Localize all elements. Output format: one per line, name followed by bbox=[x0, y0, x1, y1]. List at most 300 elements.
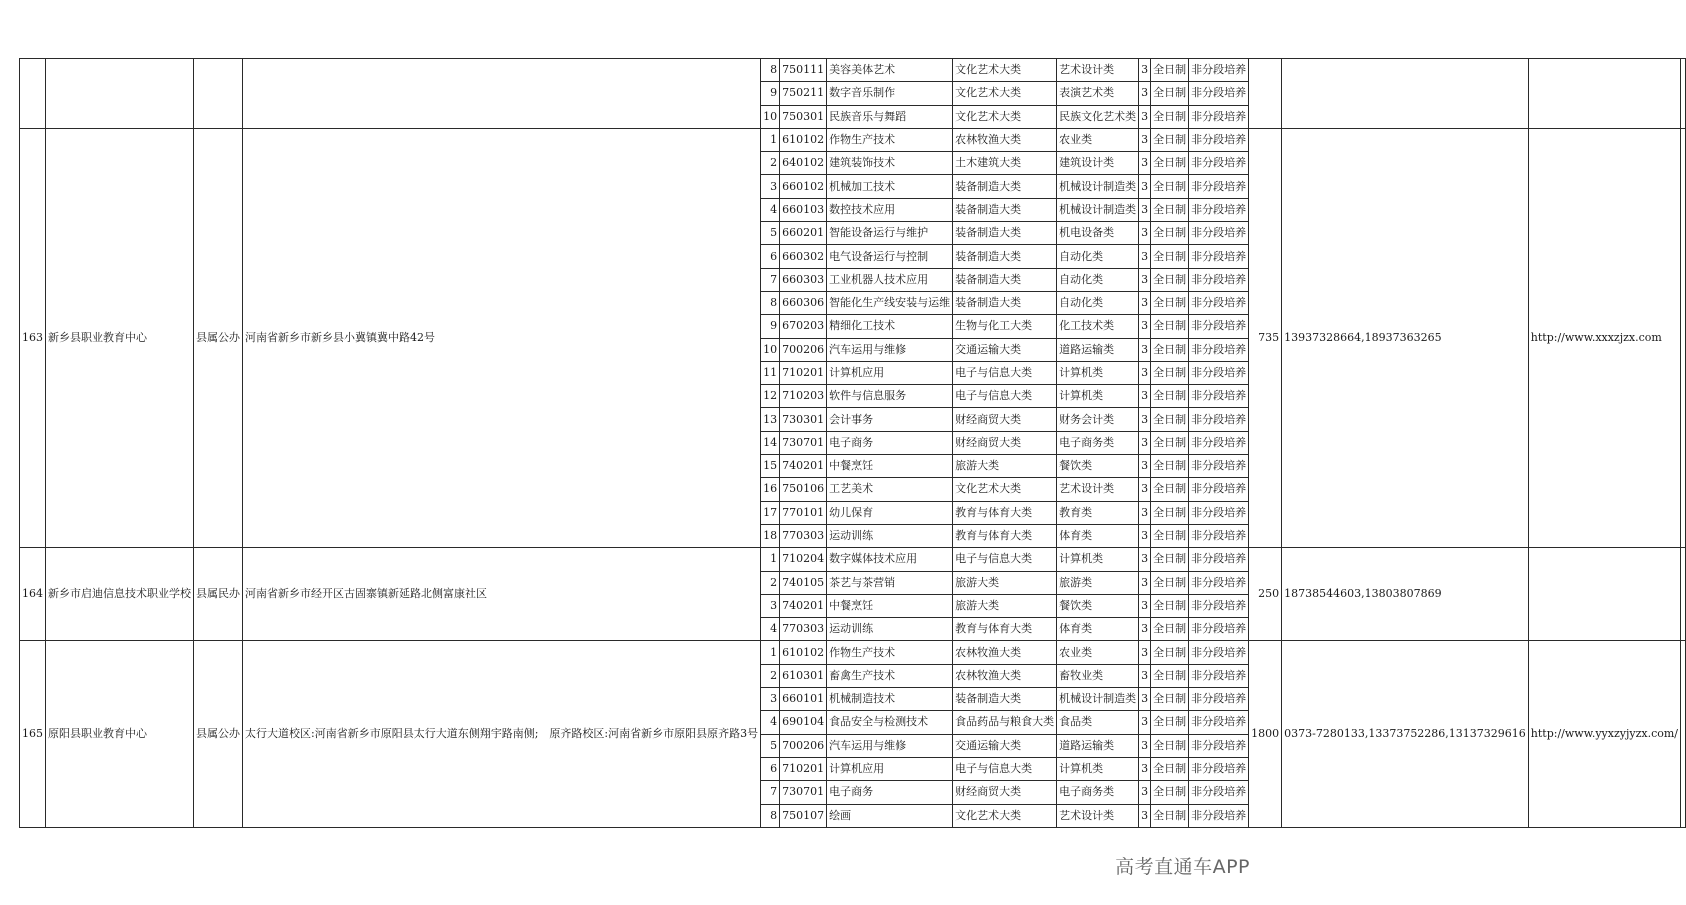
remarks-cell bbox=[1681, 548, 1686, 641]
school-type: 县属公办 bbox=[194, 641, 243, 827]
major-category-big: 文化艺术大类 bbox=[953, 105, 1057, 128]
major-name: 建筑装饰技术 bbox=[827, 152, 953, 175]
major-name: 机械加工技术 bbox=[827, 175, 953, 198]
major-seq: 16 bbox=[761, 478, 780, 501]
major-category: 计算机类 bbox=[1057, 385, 1139, 408]
major-name: 软件与信息服务 bbox=[827, 385, 953, 408]
study-mode: 全日制 bbox=[1151, 664, 1189, 687]
training-mode: 非分段培养 bbox=[1189, 315, 1249, 338]
major-category: 机电设备类 bbox=[1057, 222, 1139, 245]
study-mode: 全日制 bbox=[1151, 245, 1189, 268]
major-category: 自动化类 bbox=[1057, 268, 1139, 291]
study-mode: 全日制 bbox=[1151, 82, 1189, 105]
major-seq: 1 bbox=[761, 641, 780, 664]
study-mode: 全日制 bbox=[1151, 478, 1189, 501]
training-mode: 非分段培养 bbox=[1189, 105, 1249, 128]
major-code: 660102 bbox=[780, 175, 827, 198]
training-mode: 非分段培养 bbox=[1189, 408, 1249, 431]
major-code: 730701 bbox=[780, 431, 827, 454]
training-mode: 非分段培养 bbox=[1189, 757, 1249, 780]
major-category-big: 电子与信息大类 bbox=[953, 385, 1057, 408]
training-mode: 非分段培养 bbox=[1189, 361, 1249, 384]
study-years: 3 bbox=[1139, 408, 1151, 431]
enrollment-plan: 250 bbox=[1249, 548, 1282, 641]
major-category: 道路运输类 bbox=[1057, 734, 1139, 757]
study-years: 3 bbox=[1139, 59, 1151, 82]
training-mode: 非分段培养 bbox=[1189, 59, 1249, 82]
table-row bbox=[20, 59, 1686, 82]
major-category-big: 农林牧渔大类 bbox=[953, 128, 1057, 151]
major-name: 智能设备运行与维护 bbox=[827, 222, 953, 245]
major-code: 640102 bbox=[780, 152, 827, 175]
major-seq: 11 bbox=[761, 361, 780, 384]
major-category-big: 交通运输大类 bbox=[953, 734, 1057, 757]
major-seq: 2 bbox=[761, 664, 780, 687]
major-category: 餐饮类 bbox=[1057, 455, 1139, 478]
major-code: 770303 bbox=[780, 524, 827, 547]
study-years: 3 bbox=[1139, 571, 1151, 594]
remarks-cell bbox=[1681, 641, 1686, 827]
major-seq: 1 bbox=[761, 548, 780, 571]
major-name: 运动训练 bbox=[827, 618, 953, 641]
training-mode: 非分段培养 bbox=[1189, 688, 1249, 711]
study-years: 3 bbox=[1139, 478, 1151, 501]
major-seq: 10 bbox=[761, 338, 780, 361]
study-mode: 全日制 bbox=[1151, 641, 1189, 664]
major-code: 750211 bbox=[780, 82, 827, 105]
major-seq: 9 bbox=[761, 315, 780, 338]
table-row bbox=[20, 548, 1686, 571]
major-category-big: 文化艺术大类 bbox=[953, 82, 1057, 105]
major-name: 畜禽生产技术 bbox=[827, 664, 953, 687]
training-mode: 非分段培养 bbox=[1189, 571, 1249, 594]
study-years: 3 bbox=[1139, 455, 1151, 478]
study-mode: 全日制 bbox=[1151, 361, 1189, 384]
major-category-big: 装备制造大类 bbox=[953, 222, 1057, 245]
major-code: 750111 bbox=[780, 59, 827, 82]
school-type: 县属公办 bbox=[194, 128, 243, 547]
study-years: 3 bbox=[1139, 245, 1151, 268]
study-mode: 全日制 bbox=[1151, 455, 1189, 478]
contact-phone: 13937328664,18937363265 bbox=[1282, 128, 1529, 547]
training-mode: 非分段培养 bbox=[1189, 711, 1249, 734]
major-name: 数字音乐制作 bbox=[827, 82, 953, 105]
major-name: 计算机应用 bbox=[827, 361, 953, 384]
contact-phone bbox=[1282, 59, 1529, 129]
major-seq: 15 bbox=[761, 455, 780, 478]
major-code: 710203 bbox=[780, 385, 827, 408]
enrollment-table bbox=[19, 58, 1686, 828]
major-category-big: 生物与化工大类 bbox=[953, 315, 1057, 338]
study-mode: 全日制 bbox=[1151, 757, 1189, 780]
major-category: 道路运输类 bbox=[1057, 338, 1139, 361]
major-seq: 2 bbox=[761, 571, 780, 594]
major-code: 710204 bbox=[780, 548, 827, 571]
major-name: 会计事务 bbox=[827, 408, 953, 431]
major-category-big: 土木建筑大类 bbox=[953, 152, 1057, 175]
study-years: 3 bbox=[1139, 152, 1151, 175]
study-years: 3 bbox=[1139, 711, 1151, 734]
training-mode: 非分段培养 bbox=[1189, 431, 1249, 454]
major-seq: 12 bbox=[761, 385, 780, 408]
training-mode: 非分段培养 bbox=[1189, 501, 1249, 524]
major-name: 智能化生产线安装与运维 bbox=[827, 291, 953, 314]
study-years: 3 bbox=[1139, 431, 1151, 454]
school-address: 河南省新乡市新乡县小冀镇冀中路42号 bbox=[243, 128, 761, 547]
major-name: 幼儿保育 bbox=[827, 501, 953, 524]
study-mode: 全日制 bbox=[1151, 408, 1189, 431]
school-name: 新乡市启迪信息技术职业学校 bbox=[46, 548, 194, 641]
major-category: 餐饮类 bbox=[1057, 594, 1139, 617]
major-name: 绘画 bbox=[827, 804, 953, 827]
major-name: 工艺美术 bbox=[827, 478, 953, 501]
major-seq: 14 bbox=[761, 431, 780, 454]
major-name: 电子商务 bbox=[827, 431, 953, 454]
major-category-big: 教育与体育大类 bbox=[953, 618, 1057, 641]
school-address bbox=[243, 59, 761, 129]
study-mode: 全日制 bbox=[1151, 711, 1189, 734]
major-category: 民族文化艺术类 bbox=[1057, 105, 1139, 128]
major-code: 770303 bbox=[780, 618, 827, 641]
study-mode: 全日制 bbox=[1151, 315, 1189, 338]
study-years: 3 bbox=[1139, 618, 1151, 641]
major-category: 机械设计制造类 bbox=[1057, 198, 1139, 221]
major-category: 计算机类 bbox=[1057, 757, 1139, 780]
major-category: 农业类 bbox=[1057, 641, 1139, 664]
major-category-big: 文化艺术大类 bbox=[953, 478, 1057, 501]
training-mode: 非分段培养 bbox=[1189, 594, 1249, 617]
major-seq: 8 bbox=[761, 291, 780, 314]
study-mode: 全日制 bbox=[1151, 688, 1189, 711]
study-years: 3 bbox=[1139, 361, 1151, 384]
school-type: 县属民办 bbox=[194, 548, 243, 641]
school-website bbox=[1528, 548, 1680, 641]
major-name: 计算机应用 bbox=[827, 757, 953, 780]
training-mode: 非分段培养 bbox=[1189, 128, 1249, 151]
major-code: 700206 bbox=[780, 338, 827, 361]
school-name bbox=[46, 59, 194, 129]
major-seq: 7 bbox=[761, 268, 780, 291]
study-mode: 全日制 bbox=[1151, 128, 1189, 151]
major-category: 化工技术类 bbox=[1057, 315, 1139, 338]
major-category: 旅游类 bbox=[1057, 571, 1139, 594]
major-category-big: 交通运输大类 bbox=[953, 338, 1057, 361]
study-mode: 全日制 bbox=[1151, 618, 1189, 641]
major-code: 740201 bbox=[780, 594, 827, 617]
training-mode: 非分段培养 bbox=[1189, 455, 1249, 478]
major-category-big: 文化艺术大类 bbox=[953, 804, 1057, 827]
major-seq: 4 bbox=[761, 198, 780, 221]
study-mode: 全日制 bbox=[1151, 105, 1189, 128]
major-category: 财务会计类 bbox=[1057, 408, 1139, 431]
major-seq: 6 bbox=[761, 245, 780, 268]
major-name: 中餐烹饪 bbox=[827, 594, 953, 617]
major-category: 艺术设计类 bbox=[1057, 804, 1139, 827]
training-mode: 非分段培养 bbox=[1189, 222, 1249, 245]
study-years: 3 bbox=[1139, 105, 1151, 128]
school-number: 163 bbox=[20, 128, 46, 547]
major-seq: 8 bbox=[761, 59, 780, 82]
study-mode: 全日制 bbox=[1151, 385, 1189, 408]
major-name: 电气设备运行与控制 bbox=[827, 245, 953, 268]
major-category-big: 财经商贸大类 bbox=[953, 781, 1057, 804]
major-seq: 3 bbox=[761, 175, 780, 198]
major-code: 660201 bbox=[780, 222, 827, 245]
school-website bbox=[1528, 59, 1680, 129]
major-code: 710201 bbox=[780, 757, 827, 780]
training-mode: 非分段培养 bbox=[1189, 385, 1249, 408]
major-seq: 10 bbox=[761, 105, 780, 128]
major-name: 电子商务 bbox=[827, 781, 953, 804]
major-name: 运动训练 bbox=[827, 524, 953, 547]
major-code: 660103 bbox=[780, 198, 827, 221]
study-years: 3 bbox=[1139, 338, 1151, 361]
major-code: 770101 bbox=[780, 501, 827, 524]
major-category: 体育类 bbox=[1057, 618, 1139, 641]
major-category-big: 装备制造大类 bbox=[953, 291, 1057, 314]
study-mode: 全日制 bbox=[1151, 291, 1189, 314]
school-website: http://www.xxxzjzx.com bbox=[1528, 128, 1680, 547]
major-category: 机械设计制造类 bbox=[1057, 175, 1139, 198]
training-mode: 非分段培养 bbox=[1189, 82, 1249, 105]
major-category: 电子商务类 bbox=[1057, 431, 1139, 454]
major-seq: 2 bbox=[761, 152, 780, 175]
major-seq: 5 bbox=[761, 222, 780, 245]
major-seq: 3 bbox=[761, 688, 780, 711]
contact-phone: 18738544603,13803807869 bbox=[1282, 548, 1529, 641]
major-name: 作物生产技术 bbox=[827, 641, 953, 664]
major-category-big: 电子与信息大类 bbox=[953, 757, 1057, 780]
training-mode: 非分段培养 bbox=[1189, 198, 1249, 221]
training-mode: 非分段培养 bbox=[1189, 781, 1249, 804]
study-years: 3 bbox=[1139, 291, 1151, 314]
major-name: 数字媒体技术应用 bbox=[827, 548, 953, 571]
major-name: 精细化工技术 bbox=[827, 315, 953, 338]
major-code: 660303 bbox=[780, 268, 827, 291]
study-years: 3 bbox=[1139, 198, 1151, 221]
major-code: 750107 bbox=[780, 804, 827, 827]
study-mode: 全日制 bbox=[1151, 804, 1189, 827]
major-code: 750106 bbox=[780, 478, 827, 501]
school-website: http://www.yyxzyjyzx.com/ bbox=[1528, 641, 1680, 827]
major-code: 710201 bbox=[780, 361, 827, 384]
major-code: 690104 bbox=[780, 711, 827, 734]
major-name: 美容美体艺术 bbox=[827, 59, 953, 82]
study-mode: 全日制 bbox=[1151, 524, 1189, 547]
major-category-big: 电子与信息大类 bbox=[953, 361, 1057, 384]
major-category: 艺术设计类 bbox=[1057, 478, 1139, 501]
study-mode: 全日制 bbox=[1151, 548, 1189, 571]
study-years: 3 bbox=[1139, 385, 1151, 408]
major-code: 610102 bbox=[780, 128, 827, 151]
major-category-big: 装备制造大类 bbox=[953, 688, 1057, 711]
training-mode: 非分段培养 bbox=[1189, 291, 1249, 314]
major-seq: 1 bbox=[761, 128, 780, 151]
study-years: 3 bbox=[1139, 82, 1151, 105]
major-category: 食品类 bbox=[1057, 711, 1139, 734]
major-category-big: 农林牧渔大类 bbox=[953, 664, 1057, 687]
school-address: 太行大道校区:河南省新乡市原阳县太行大道东侧翔宇路南侧; 原齐路校区:河南省新乡市原阳县原齐路3号 bbox=[243, 641, 761, 827]
study-mode: 全日制 bbox=[1151, 175, 1189, 198]
study-years: 3 bbox=[1139, 664, 1151, 687]
major-name: 食品安全与检测技术 bbox=[827, 711, 953, 734]
major-name: 汽车运用与维修 bbox=[827, 734, 953, 757]
school-type bbox=[194, 59, 243, 129]
study-years: 3 bbox=[1139, 524, 1151, 547]
training-mode: 非分段培养 bbox=[1189, 548, 1249, 571]
study-years: 3 bbox=[1139, 548, 1151, 571]
study-years: 3 bbox=[1139, 175, 1151, 198]
study-years: 3 bbox=[1139, 688, 1151, 711]
major-name: 茶艺与茶营销 bbox=[827, 571, 953, 594]
training-mode: 非分段培养 bbox=[1189, 618, 1249, 641]
major-seq: 4 bbox=[761, 711, 780, 734]
training-mode: 非分段培养 bbox=[1189, 734, 1249, 757]
major-seq: 8 bbox=[761, 804, 780, 827]
major-category-big: 装备制造大类 bbox=[953, 175, 1057, 198]
major-code: 750301 bbox=[780, 105, 827, 128]
study-years: 3 bbox=[1139, 222, 1151, 245]
major-category-big: 文化艺术大类 bbox=[953, 59, 1057, 82]
remarks-cell bbox=[1681, 128, 1686, 547]
school-number: 164 bbox=[20, 548, 46, 641]
study-years: 3 bbox=[1139, 781, 1151, 804]
training-mode: 非分段培养 bbox=[1189, 268, 1249, 291]
contact-phone: 0373-7280133,13373752286,13137329616 bbox=[1282, 641, 1529, 827]
major-category: 自动化类 bbox=[1057, 291, 1139, 314]
school-address: 河南省新乡市经开区古固寨镇新延路北侧富康社区 bbox=[243, 548, 761, 641]
major-category-big: 旅游大类 bbox=[953, 571, 1057, 594]
study-years: 3 bbox=[1139, 268, 1151, 291]
major-code: 670203 bbox=[780, 315, 827, 338]
major-name: 中餐烹饪 bbox=[827, 455, 953, 478]
study-mode: 全日制 bbox=[1151, 734, 1189, 757]
major-category: 建筑设计类 bbox=[1057, 152, 1139, 175]
major-name: 数控技术应用 bbox=[827, 198, 953, 221]
major-category-big: 电子与信息大类 bbox=[953, 548, 1057, 571]
study-years: 3 bbox=[1139, 804, 1151, 827]
school-name: 新乡县职业教育中心 bbox=[46, 128, 194, 547]
major-code: 730301 bbox=[780, 408, 827, 431]
major-category-big: 财经商贸大类 bbox=[953, 408, 1057, 431]
major-category-big: 旅游大类 bbox=[953, 455, 1057, 478]
major-category-big: 农林牧渔大类 bbox=[953, 641, 1057, 664]
major-category-big: 食品药品与粮食大类 bbox=[953, 711, 1057, 734]
school-name: 原阳县职业教育中心 bbox=[46, 641, 194, 827]
major-category: 畜牧业类 bbox=[1057, 664, 1139, 687]
study-years: 3 bbox=[1139, 641, 1151, 664]
table-row bbox=[20, 128, 1686, 151]
major-category-big: 教育与体育大类 bbox=[953, 501, 1057, 524]
major-seq: 4 bbox=[761, 618, 780, 641]
training-mode: 非分段培养 bbox=[1189, 175, 1249, 198]
major-name: 作物生产技术 bbox=[827, 128, 953, 151]
table-row bbox=[20, 641, 1686, 664]
major-category: 体育类 bbox=[1057, 524, 1139, 547]
major-code: 610301 bbox=[780, 664, 827, 687]
major-seq: 7 bbox=[761, 781, 780, 804]
training-mode: 非分段培养 bbox=[1189, 804, 1249, 827]
major-category-big: 装备制造大类 bbox=[953, 268, 1057, 291]
major-code: 740201 bbox=[780, 455, 827, 478]
training-mode: 非分段培养 bbox=[1189, 664, 1249, 687]
major-seq: 3 bbox=[761, 594, 780, 617]
major-seq: 9 bbox=[761, 82, 780, 105]
major-category-big: 旅游大类 bbox=[953, 594, 1057, 617]
enrollment-plan bbox=[1249, 59, 1282, 129]
study-mode: 全日制 bbox=[1151, 571, 1189, 594]
study-mode: 全日制 bbox=[1151, 501, 1189, 524]
study-mode: 全日制 bbox=[1151, 431, 1189, 454]
study-mode: 全日制 bbox=[1151, 338, 1189, 361]
training-mode: 非分段培养 bbox=[1189, 641, 1249, 664]
major-code: 660101 bbox=[780, 688, 827, 711]
major-name: 工业机器人技术应用 bbox=[827, 268, 953, 291]
major-category: 表演艺术类 bbox=[1057, 82, 1139, 105]
training-mode: 非分段培养 bbox=[1189, 152, 1249, 175]
major-category: 艺术设计类 bbox=[1057, 59, 1139, 82]
study-years: 3 bbox=[1139, 594, 1151, 617]
major-code: 610102 bbox=[780, 641, 827, 664]
school-number bbox=[20, 59, 46, 129]
watermark: 高考直通车APP bbox=[1115, 856, 1250, 878]
major-code: 730701 bbox=[780, 781, 827, 804]
major-category: 自动化类 bbox=[1057, 245, 1139, 268]
major-name: 汽车运用与维修 bbox=[827, 338, 953, 361]
major-category: 电子商务类 bbox=[1057, 781, 1139, 804]
enrollment-plan: 735 bbox=[1249, 128, 1282, 547]
major-code: 740105 bbox=[780, 571, 827, 594]
major-category: 农业类 bbox=[1057, 128, 1139, 151]
school-number: 165 bbox=[20, 641, 46, 827]
study-years: 3 bbox=[1139, 315, 1151, 338]
major-category: 计算机类 bbox=[1057, 548, 1139, 571]
major-category: 计算机类 bbox=[1057, 361, 1139, 384]
major-name: 民族音乐与舞蹈 bbox=[827, 105, 953, 128]
training-mode: 非分段培养 bbox=[1189, 245, 1249, 268]
major-seq: 5 bbox=[761, 734, 780, 757]
study-years: 3 bbox=[1139, 501, 1151, 524]
major-name: 机械制造技术 bbox=[827, 688, 953, 711]
major-seq: 13 bbox=[761, 408, 780, 431]
training-mode: 非分段培养 bbox=[1189, 524, 1249, 547]
major-category: 机械设计制造类 bbox=[1057, 688, 1139, 711]
major-code: 660306 bbox=[780, 291, 827, 314]
major-category-big: 教育与体育大类 bbox=[953, 524, 1057, 547]
study-mode: 全日制 bbox=[1151, 198, 1189, 221]
major-category: 教育类 bbox=[1057, 501, 1139, 524]
study-mode: 全日制 bbox=[1151, 222, 1189, 245]
major-category-big: 财经商贸大类 bbox=[953, 431, 1057, 454]
major-category-big: 装备制造大类 bbox=[953, 198, 1057, 221]
major-code: 700206 bbox=[780, 734, 827, 757]
major-code: 660302 bbox=[780, 245, 827, 268]
major-category-big: 装备制造大类 bbox=[953, 245, 1057, 268]
study-mode: 全日制 bbox=[1151, 781, 1189, 804]
training-mode: 非分段培养 bbox=[1189, 338, 1249, 361]
training-mode: 非分段培养 bbox=[1189, 478, 1249, 501]
study-years: 3 bbox=[1139, 757, 1151, 780]
study-years: 3 bbox=[1139, 734, 1151, 757]
enrollment-plan: 1800 bbox=[1249, 641, 1282, 827]
remarks-cell bbox=[1681, 59, 1686, 129]
major-seq: 18 bbox=[761, 524, 780, 547]
study-mode: 全日制 bbox=[1151, 152, 1189, 175]
study-mode: 全日制 bbox=[1151, 268, 1189, 291]
study-mode: 全日制 bbox=[1151, 59, 1189, 82]
study-years: 3 bbox=[1139, 128, 1151, 151]
study-mode: 全日制 bbox=[1151, 594, 1189, 617]
